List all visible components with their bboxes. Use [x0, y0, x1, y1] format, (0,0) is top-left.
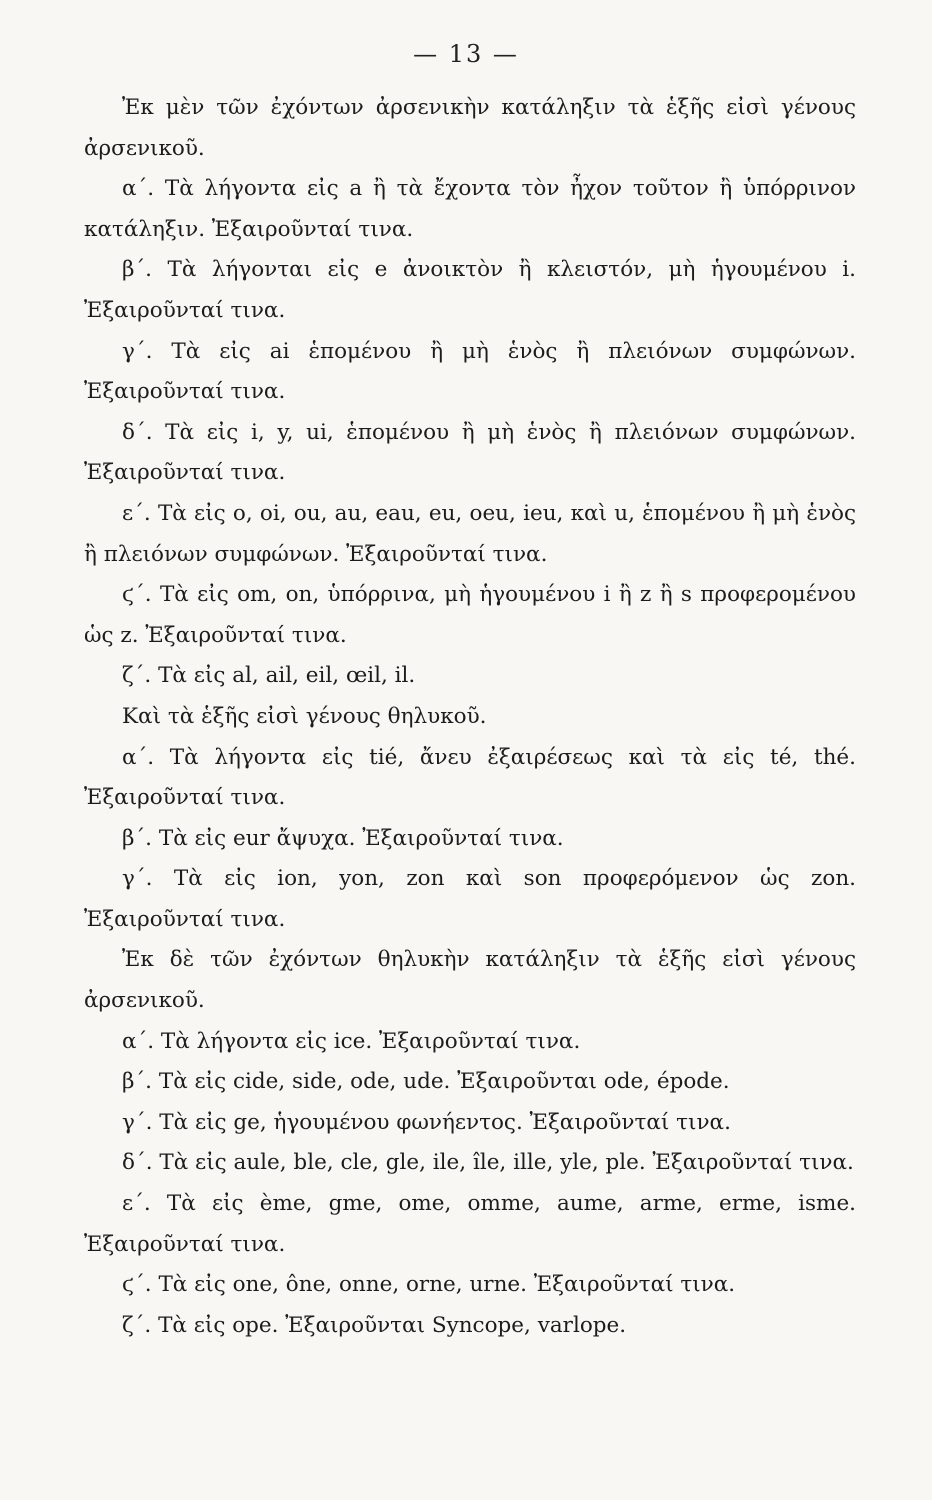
paragraph: ε΄. Τὰ εἰς ème, gme, ome, omme, aume, arme, erme, isme. Ἐξαιροῦνταί τινα. — [84, 1191, 856, 1257]
paragraph: δ΄. Τὰ εἰς aule, ble, cle, gle, ile, île, ille, yle, ple. Ἐξαιροῦνταί τινα. — [122, 1150, 854, 1176]
paragraph: ζ΄. Τὰ εἰς al, ail, eil, œil, il. — [122, 663, 416, 689]
paragraph: γ΄. Τὰ εἰς ai ἑπομένου ἢ μὴ ἑνὸς ἢ πλειόνων συμφώνων. Ἐξαιροῦνταί τινα. — [84, 338, 856, 405]
paragraph: α΄. Τὰ λήγοντα εἰς ice. Ἐξαιροῦνταί τινα. — [122, 1028, 581, 1054]
paragraph: δ΄. Τὰ εἰς i, y, ui, ἑπομένου ἢ μὴ ἑνὸς ἢ πλειόνων συμφώνων. Ἐξαιροῦνταί τινα. — [84, 419, 856, 486]
paragraph: ϛ΄. Τὰ εἰς one, ône, onne, orne, urne. Ἐξαιροῦνταί τινα. — [122, 1272, 736, 1298]
body-text — [84, 88, 856, 1346]
page-number: — 13 — — [413, 40, 519, 68]
paragraph: ϛ΄. Τὰ εἰς om, on, ὑπόρρινα, μὴ ἡγουμένου i ἢ z ἢ s προφερομένου ὡς z. Ἐξαιροῦνταί τινα. — [84, 582, 856, 648]
paragraph: Ἐκ μὲν τῶν ἐχόντων ἀρσενικὴν κατάληξιν τὰ ἑξῆς εἰσὶ γένους ἀρσενικοῦ. — [84, 95, 856, 161]
paragraph: ζ΄. Τὰ εἰς ope. Ἐξαιροῦνται Syncope, varlope. — [122, 1312, 627, 1338]
paragraph: Ἐκ δὲ τῶν ἐχόντων θηλυκὴν κατάληξιν τὰ ἑξῆς εἰσὶ γένους ἀρσενικοῦ. — [84, 947, 856, 1014]
paragraph: β΄. Τὰ λήγονται εἰς e ἀνοικτὸν ἢ κλειστόν, μὴ ἡγουμένου i. Ἐξαιροῦνταί τινα. — [84, 257, 856, 323]
paragraph: β΄. Τὰ εἰς eur ἄψυχα. Ἐξαιροῦνταί τινα. — [122, 825, 564, 851]
paragraph: Καὶ τὰ ἑξῆς εἰσὶ γένους θηλυκοῦ. — [122, 703, 487, 729]
paragraph: γ΄. Τὰ εἰς ge, ἡγουμένου φωνήεντος. Ἐξαιροῦνταί τινα. — [122, 1109, 731, 1135]
paragraph: γ΄. Τὰ εἰς ion, yon, zon καὶ son προφερόμενον ὡς zon. Ἐξαιροῦνταί τινα. — [84, 866, 856, 932]
paragraph: ε΄. Τὰ εἰς o, oi, ou, au, eau, eu, oeu, ieu, καὶ u, ἑπομένου ἢ μὴ ἑνὸς ἢ πλειόνων συμφώνων. Ἐξαιροῦνταί τινα. — [84, 500, 856, 567]
paragraph: β΄. Τὰ εἰς cide, side, ode, ude. Ἐξαιροῦνται ode, épode. — [122, 1069, 730, 1095]
paragraph: α΄. Τὰ λήγοντα εἰς tié, ἄνευ ἐξαιρέσεως καὶ τὰ εἰς té, thé. Ἐξαιροῦνταί τινα. — [84, 744, 856, 811]
paragraph: α΄. Τὰ λήγοντα εἰς a ἢ τὰ ἔχοντα τὸν ἦχον τοῦτον ἢ ὑπόρρινον κατάληξιν. Ἐξαιροῦνταί τινα. — [84, 176, 856, 242]
